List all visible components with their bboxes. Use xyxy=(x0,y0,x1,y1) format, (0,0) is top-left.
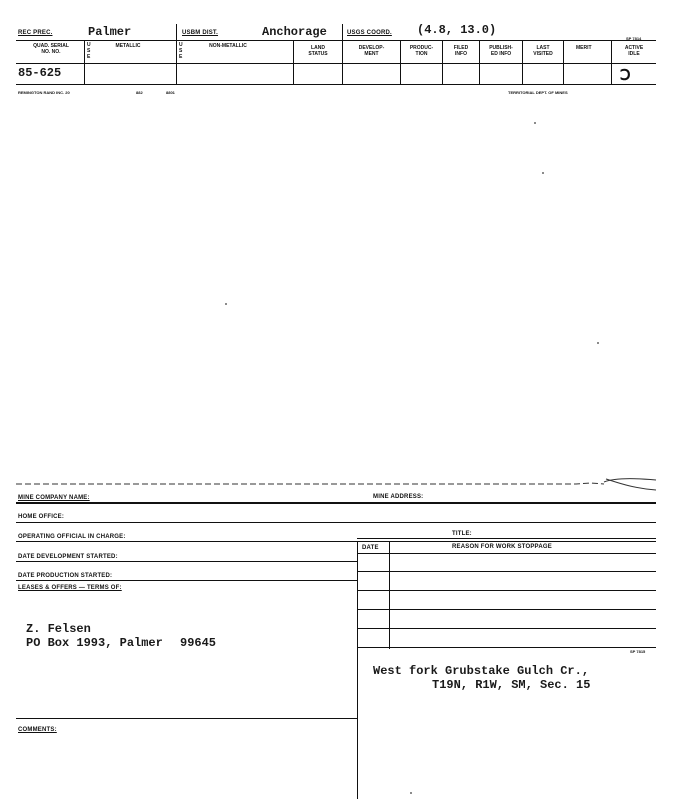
col-merit: MERIT xyxy=(576,45,592,51)
mine-company-name-label: MINE COMPANY NAME: xyxy=(18,495,90,501)
header-top-rule xyxy=(16,40,656,41)
stoppage-row-5 xyxy=(357,647,656,648)
location-line-2: T19N, R1W, SM, Sec. 15 xyxy=(432,678,591,692)
comments-label: COMMENTS: xyxy=(18,727,57,733)
operating-official-label: OPERATING OFFICIAL IN CHARGE: xyxy=(18,534,126,540)
printer-num-2: 8801 xyxy=(166,90,175,95)
scan-speck xyxy=(542,172,544,174)
lease-zip: 99645 xyxy=(180,636,217,650)
stoppage-col-left xyxy=(357,541,358,649)
usgs-coord-value: (4.8, 13.0) xyxy=(417,23,497,37)
scan-speck xyxy=(534,122,536,124)
rule-stoppage-header xyxy=(357,553,656,554)
col-non-metallic: NON-METALLIC xyxy=(209,43,247,49)
col-active-idle: ACTIVE IDLE xyxy=(624,45,644,57)
col-use-2: U S E xyxy=(179,42,183,60)
rule-date-production xyxy=(16,580,357,581)
col-land-status: LAND STATUS xyxy=(308,45,328,57)
col-published-info: PUBLISH- ED INFO xyxy=(489,45,513,57)
leases-label: LEASES & OFFERS — TERMS OF: xyxy=(18,585,122,591)
col-quad-serial: QUAD. SERIAL NO. NO. xyxy=(33,43,69,55)
territorial-dept: TERRITORIAL DEPT. OF MINES xyxy=(508,90,568,95)
reason-header: REASON FOR WORK STOPPAGE xyxy=(452,544,552,550)
header-bottom-rule xyxy=(16,84,656,85)
quad-serial-value: 85-625 xyxy=(18,66,62,80)
col-last-visited: LAST VISITED xyxy=(533,45,553,57)
usgs-coord-label: USGS COORD. xyxy=(347,30,392,36)
printer-line: REMINGTON RAND INC. 20 xyxy=(18,90,70,95)
date-header: DATE xyxy=(362,545,379,551)
lease-name: Z. Felsen xyxy=(26,622,91,636)
header-mid-rule xyxy=(16,63,656,64)
stoppage-row-1 xyxy=(357,571,656,572)
rec-prec-label: REC PREC. xyxy=(18,30,53,36)
stoppage-row-2 xyxy=(357,590,656,591)
usbm-dist-value: Anchorage xyxy=(262,25,327,39)
rule-operating xyxy=(16,541,656,542)
scan-speck xyxy=(410,792,412,794)
home-office-label: HOME OFFICE: xyxy=(18,514,65,520)
date-production-label: DATE PRODUCTION STARTED: xyxy=(18,573,113,579)
rule-stoppage-top xyxy=(357,538,656,539)
col-use-1: U S E xyxy=(87,42,91,60)
rule-home-office xyxy=(16,522,656,523)
col-development: DEVELOP- MENT xyxy=(358,45,385,57)
stoppage-row-4 xyxy=(357,628,656,629)
lease-address: PO Box 1993, Palmer xyxy=(26,636,163,650)
title-label: TITLE: xyxy=(452,531,472,537)
printer-num-1: 882 xyxy=(136,90,143,95)
date-development-label: DATE DEVELOPMENT STARTED: xyxy=(18,554,118,560)
active-idle-mark: Ↄ xyxy=(620,67,631,84)
stoppage-col-divider xyxy=(389,541,390,649)
scan-speck xyxy=(225,303,227,305)
rec-prec-value: Palmer xyxy=(88,25,132,39)
scan-speck xyxy=(597,342,599,344)
form-code-bottom: SP 7815 xyxy=(630,649,646,654)
col-filed-info: FILED INFO xyxy=(453,45,469,57)
usbm-dist-label: USBM DIST. xyxy=(182,30,219,36)
col-div-2 xyxy=(176,24,177,84)
card-edge-scribble xyxy=(16,474,658,500)
comments-divider xyxy=(357,649,358,799)
col-div-1 xyxy=(84,40,85,84)
rule-comments xyxy=(16,718,357,719)
rule-mine-company xyxy=(16,502,656,504)
rule-date-development xyxy=(16,561,357,562)
stoppage-row-3 xyxy=(357,609,656,610)
location-line-1: West fork Grubstake Gulch Cr., xyxy=(373,664,590,678)
col-production: PRODUC- TION xyxy=(409,45,434,57)
form-code-top: SP 7814 xyxy=(626,36,642,41)
mine-address-label: MINE ADDRESS: xyxy=(373,494,424,500)
col-metallic: METALLIC xyxy=(115,43,141,49)
